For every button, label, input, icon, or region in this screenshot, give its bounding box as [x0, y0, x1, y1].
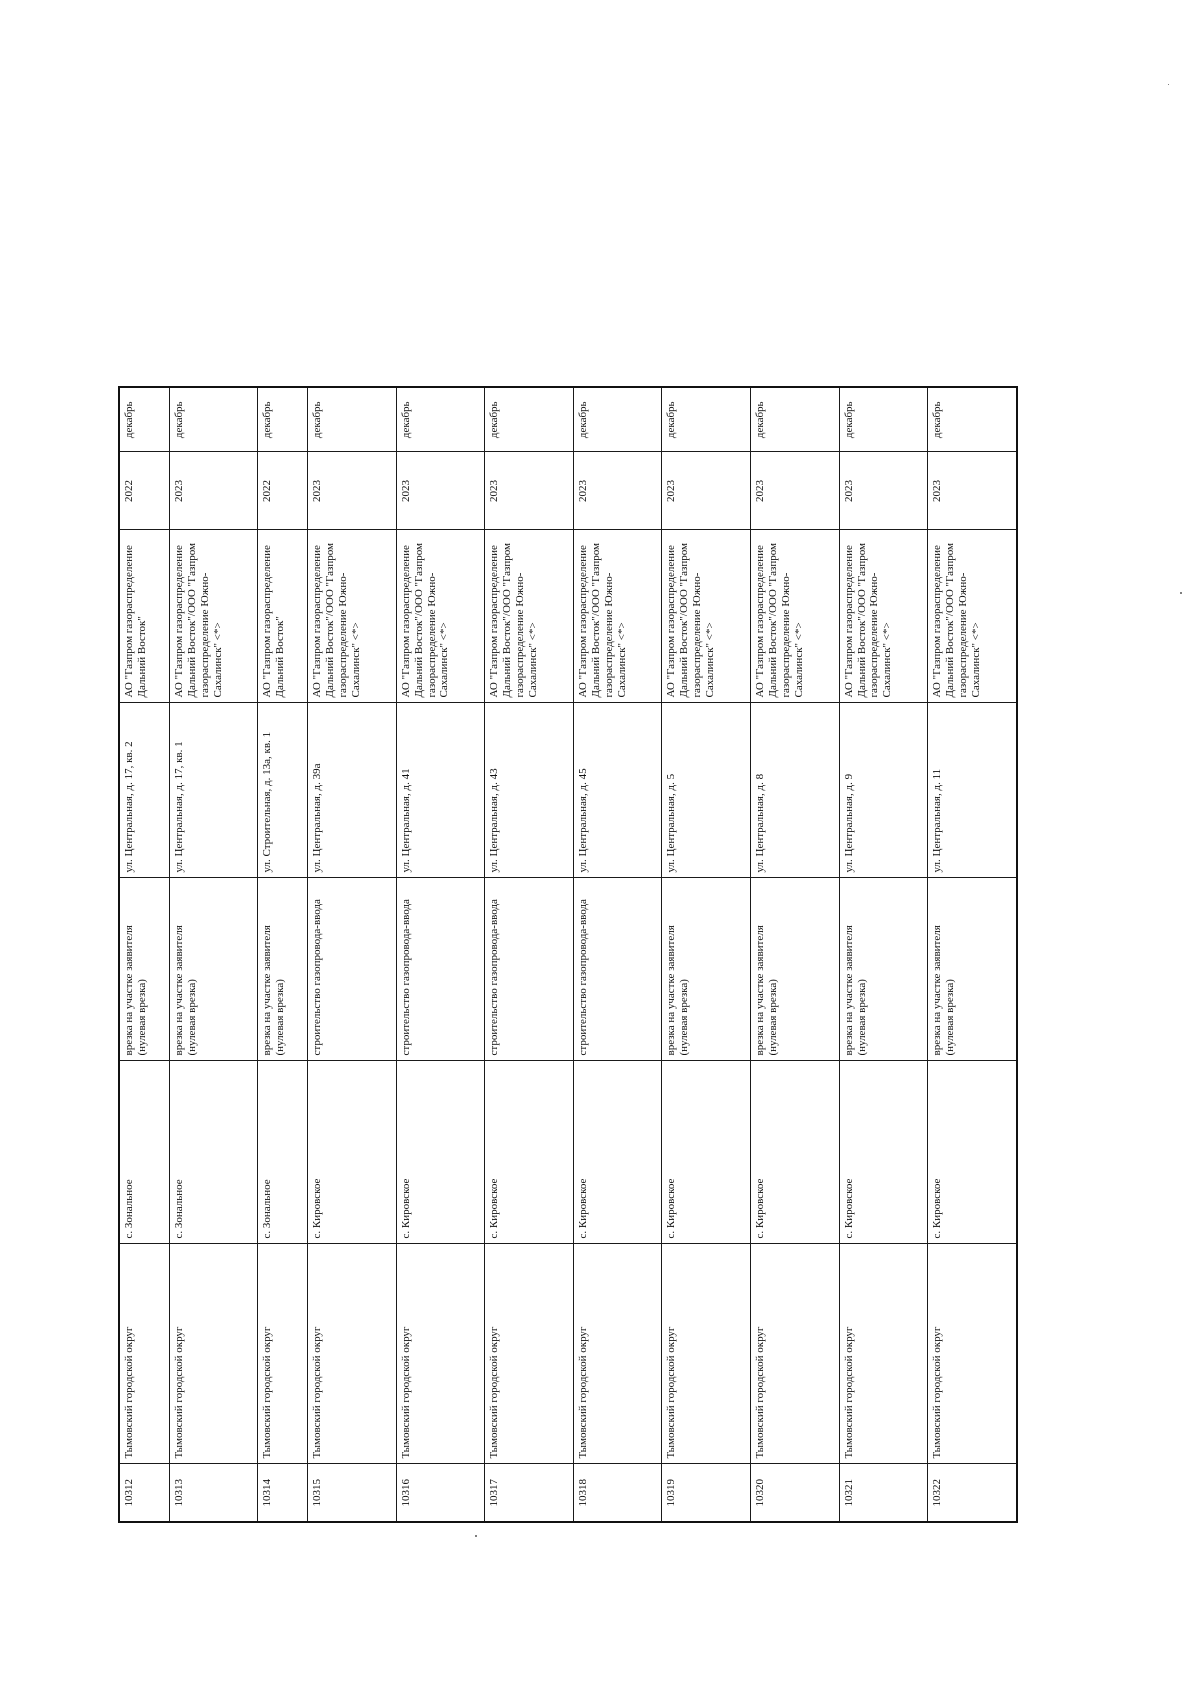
table-row [396, 387, 485, 1522]
cell-work-type: врезка на участке заявителя (нулевая врезка) [750, 878, 839, 1061]
cell-month: декабрь [573, 387, 662, 452]
cell-organization: АО "Газпром газораспределение Дальний Восток"/ООО "Газпром газораспределение Южно-Сахалинск" <*> [662, 530, 751, 703]
table-container [118, 388, 1018, 1523]
cell-work-type: строительство газопровода-ввода [396, 878, 485, 1061]
cell-number: 10313 [169, 1464, 258, 1522]
cell-month: декабрь [169, 387, 258, 452]
table-row [307, 387, 396, 1522]
cell-year: 2023 [662, 452, 751, 530]
cell-work-type: строительство газопровода-ввода [485, 878, 574, 1061]
cell-month: декабрь [119, 387, 169, 452]
cell-address: ул. Центральная, д. 41 [396, 703, 485, 878]
cell-month: декабрь [485, 387, 574, 452]
cell-organization: АО "Газпром газораспределение Дальний Восток" [119, 530, 169, 703]
cell-locality: с. Зональное [258, 1061, 308, 1244]
cell-locality: с. Кировское [485, 1061, 574, 1244]
cell-work-type: врезка на участке заявителя (нулевая врезка) [169, 878, 258, 1061]
table-row [839, 387, 928, 1522]
cell-number: 10314 [258, 1464, 308, 1522]
cell-month: декабрь [928, 387, 1017, 452]
cell-work-type: врезка на участке заявителя (нулевая врезка) [839, 878, 928, 1061]
cell-locality: с. Кировское [307, 1061, 396, 1244]
cell-number: 10320 [750, 1464, 839, 1522]
cell-organization: АО "Газпром газораспределение Дальний Восток"/ООО "Газпром газораспределение Южно-Сахалинск" <*> [928, 530, 1017, 703]
table-row [928, 387, 1017, 1522]
cell-district: Тымовский городской округ [396, 1244, 485, 1464]
cell-year: 2023 [307, 452, 396, 530]
cell-year: 2022 [119, 452, 169, 530]
cell-work-type: врезка на участке заявителя (нулевая врезка) [119, 878, 169, 1061]
cell-organization: АО "Газпром газораспределение Дальний Восток"/ООО "Газпром газораспределение Южно-Сахалинск" <*> [750, 530, 839, 703]
cell-number: 10317 [485, 1464, 574, 1522]
cell-work-type: врезка на участке заявителя (нулевая врезка) [258, 878, 308, 1061]
cell-district: Тымовский городской округ [662, 1244, 751, 1464]
cell-year: 2023 [169, 452, 258, 530]
cell-address: ул. Центральная, д. 8 [750, 703, 839, 878]
cell-number: 10322 [928, 1464, 1017, 1522]
cell-organization: АО "Газпром газораспределение Дальний Восток"/ООО "Газпром газораспределение Южно-Сахалинск" <*> [169, 530, 258, 703]
cell-number: 10312 [119, 1464, 169, 1522]
cell-organization: АО "Газпром газораспределение Дальний Восток"/ООО "Газпром газораспределение Южно-Сахалинск" <*> [307, 530, 396, 703]
cell-address: ул. Строительная, д. 13а, кв. 1 [258, 703, 308, 878]
cell-month: декабрь [258, 387, 308, 452]
cell-year: 2023 [750, 452, 839, 530]
cell-work-type: врезка на участке заявителя (нулевая врезка) [928, 878, 1017, 1061]
rotated-table-frame [118, 388, 1018, 1523]
cell-month: декабрь [750, 387, 839, 452]
scan-speck [1180, 592, 1182, 594]
cell-district: Тымовский городской округ [307, 1244, 396, 1464]
cell-organization: АО "Газпром газораспределение Дальний Восток"/ООО "Газпром газораспределение Южно-Сахалинск" <*> [839, 530, 928, 703]
cell-number: 10316 [396, 1464, 485, 1522]
cell-address: ул. Центральная, д. 45 [573, 703, 662, 878]
cell-work-type: врезка на участке заявителя (нулевая врезка) [662, 878, 751, 1061]
table-row [169, 387, 258, 1522]
cell-number: 10315 [307, 1464, 396, 1522]
cell-locality: с. Кировское [839, 1061, 928, 1244]
cell-district: Тымовский городской округ [928, 1244, 1017, 1464]
table-row [662, 387, 751, 1522]
table-body [119, 387, 1017, 1522]
table-row [573, 387, 662, 1522]
cell-work-type: строительство газопровода-ввода [307, 878, 396, 1061]
cell-district: Тымовский городской округ [485, 1244, 574, 1464]
cell-locality: с. Зональное [119, 1061, 169, 1244]
cell-locality: с. Кировское [928, 1061, 1017, 1244]
cell-year: 2023 [573, 452, 662, 530]
cell-address: ул. Центральная, д. 11 [928, 703, 1017, 878]
cell-address: ул. Центральная, д. 39а [307, 703, 396, 878]
cell-organization: АО "Газпром газораспределение Дальний Восток"/ООО "Газпром газораспределение Южно-Сахалинск" <*> [485, 530, 574, 703]
cell-address: ул. Центральная, д. 5 [662, 703, 751, 878]
cell-year: 2023 [928, 452, 1017, 530]
cell-locality: с. Кировское [662, 1061, 751, 1244]
cell-month: декабрь [307, 387, 396, 452]
cell-locality: с. Кировское [396, 1061, 485, 1244]
table-row [119, 387, 169, 1522]
cell-month: декабрь [662, 387, 751, 452]
table-row [258, 387, 308, 1522]
cell-number: 10321 [839, 1464, 928, 1522]
cell-work-type: строительство газопровода-ввода [573, 878, 662, 1061]
cell-organization: АО "Газпром газораспределение Дальний Восток" [258, 530, 308, 703]
cell-year: 2023 [839, 452, 928, 530]
cell-locality: с. Кировское [573, 1061, 662, 1244]
cell-locality: с. Кировское [750, 1061, 839, 1244]
cell-organization: АО "Газпром газораспределение Дальний Восток"/ООО "Газпром газораспределение Южно-Сахалинск" <*> [396, 530, 485, 703]
cell-district: Тымовский городской округ [119, 1244, 169, 1464]
gasification-register-table [118, 386, 1018, 1523]
cell-year: 2023 [396, 452, 485, 530]
scan-speck [475, 1535, 477, 1537]
cell-address: ул. Центральная, д. 17, кв. 2 [119, 703, 169, 878]
cell-locality: с. Зональное [169, 1061, 258, 1244]
cell-address: ул. Центральная, д. 43 [485, 703, 574, 878]
cell-number: 10318 [573, 1464, 662, 1522]
cell-district: Тымовский городской округ [839, 1244, 928, 1464]
scan-speck [1168, 84, 1169, 85]
cell-address: ул. Центральная, д. 9 [839, 703, 928, 878]
cell-month: декабрь [839, 387, 928, 452]
cell-month: декабрь [396, 387, 485, 452]
cell-district: Тымовский городской округ [750, 1244, 839, 1464]
cell-district: Тымовский городской округ [573, 1244, 662, 1464]
cell-address: ул. Центральная, д. 17, кв. 1 [169, 703, 258, 878]
table-row [750, 387, 839, 1522]
cell-year: 2022 [258, 452, 308, 530]
cell-organization: АО "Газпром газораспределение Дальний Восток"/ООО "Газпром газораспределение Южно-Сахалинск" <*> [573, 530, 662, 703]
cell-number: 10319 [662, 1464, 751, 1522]
cell-district: Тымовский городской округ [258, 1244, 308, 1464]
table-row [485, 387, 574, 1522]
cell-year: 2023 [485, 452, 574, 530]
cell-district: Тымовский городской округ [169, 1244, 258, 1464]
